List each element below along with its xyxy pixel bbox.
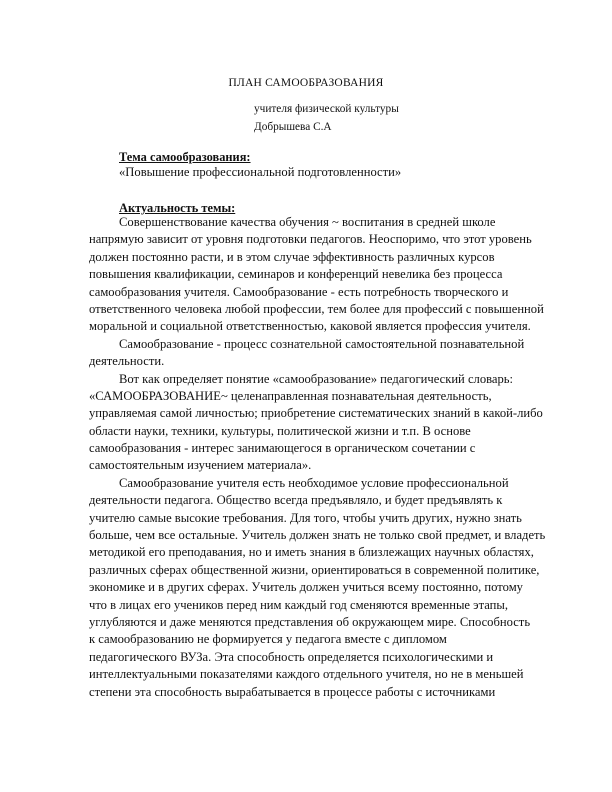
relevance-heading: Актуальность темы:: [119, 201, 236, 215]
paragraph-line: экономике и в других сферах. Учитель должен учиться всему постоянно, потому: [89, 580, 523, 595]
paragraph-line: повышения квалификации, семинаров и конференций невелика без процесса: [89, 267, 503, 282]
paragraph-line: интеллектуальными показателями каждого отдельного учителя, но не в меньшей: [89, 667, 524, 682]
paragraph-line: деятельности педагога. Общество всегда предъявляло, и будет предъявлять к: [89, 493, 503, 508]
paragraph-line: Вот как определяет понятие «самообразование» педагогический словарь:: [119, 371, 514, 386]
paragraph-line: управляемая самой личностью; приобретение систематических знаний в какой-либо: [89, 406, 543, 421]
author-block: [254, 100, 399, 136]
topic-text: «Повышение профессиональной подготовленности»: [119, 165, 402, 179]
paragraph-line: напрямую зависит от уровня подготовки педагогов. Неоспоримо, что этот уровень: [89, 232, 532, 247]
topic-heading: Тема самообразования:: [119, 150, 251, 164]
paragraph-line: методикой его преподавания, но и иметь знания в близлежащих научных областях,: [89, 545, 534, 560]
paragraph-line: должен постоянно расти, и в этом случае эффективность различных курсов: [89, 249, 495, 264]
paragraph-line: что в лицах его учеников перед ним каждый год сменяются временные этапы,: [89, 597, 509, 612]
paragraph-line: «САМООБРАЗОВАНИЕ~ целенаправленная познавательная деятельность,: [89, 388, 492, 403]
paragraph-line: самообразования - интерес занимающегося в органическом сочетании с: [89, 441, 476, 456]
paragraph-line: различных сферах общественной жизни, ориентироваться в современной политике,: [89, 562, 540, 577]
paragraph-line: педагогического ВУЗа. Эта способность определяется психологическими и: [89, 649, 494, 664]
paragraph-line: Самообразование - процесс сознательной самостоятельной познавательной: [119, 336, 525, 351]
paragraph-line: моральной и социальной ответственностью, каковой является профессия учителя.: [89, 319, 531, 334]
relevance-body: [89, 214, 546, 701]
paragraph-line: степени эта способность вырабатывается в процессе работы с источниками: [89, 684, 496, 699]
document-title: ПЛАН САМООБРАЗОВАНИЯ: [228, 77, 384, 89]
paragraph-line: деятельности.: [89, 354, 165, 369]
author-name: Добрышева С.А: [254, 121, 332, 133]
paragraph-line: Самообразование учителя есть необходимое условие профессиональной: [119, 475, 509, 490]
paragraph-line: ответственного человека любой профессии, тем более для профессий с повышенной: [89, 301, 544, 316]
paragraph-line: самообразования учителя. Самообразование - есть потребность творческого и: [89, 284, 509, 299]
paragraph-line: области науки, техники, культуры, политической жизни и т.п. В основе: [89, 423, 471, 438]
paragraph-line: самостоятельным изучением материала».: [89, 458, 312, 473]
paragraph-line: к самообразованию не формируется у педагога вместе с дипломом: [89, 632, 447, 647]
author-position: учителя физической культуры: [254, 103, 399, 115]
topic-text-block: [89, 164, 525, 181]
paragraph-line: Совершенствование качества обучения ~ воспитания в средней школе: [119, 215, 496, 229]
paragraph-line: учителю самые высокие требования. Для того, чтобы учить других, нужно знать: [89, 510, 522, 525]
paragraph-line: углубляются и даже меняются представления об окружающем мире. Способность: [89, 614, 531, 629]
paragraph-line: больше, чем все остальные. Учитель должен знать не только свой предмет, и владеть: [89, 528, 546, 543]
